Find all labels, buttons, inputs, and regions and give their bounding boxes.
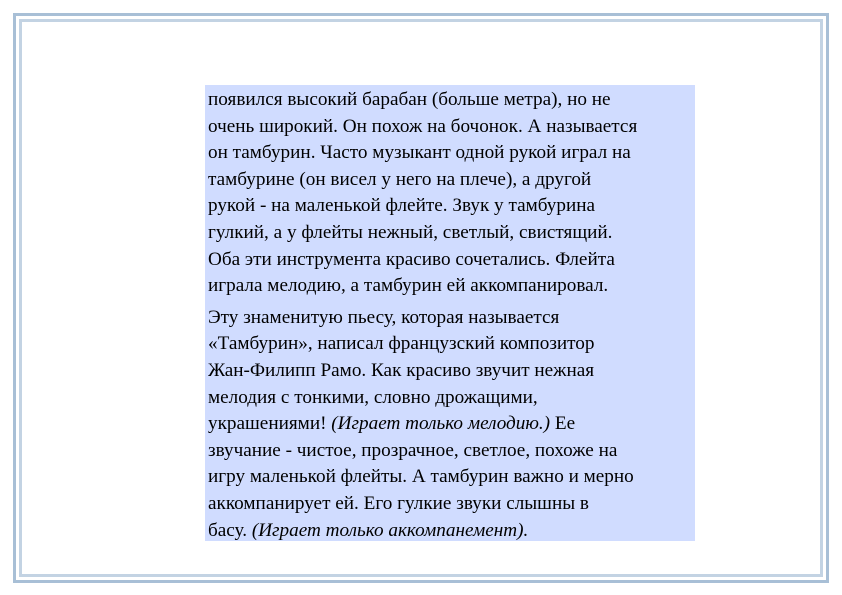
body-text: Жан-Филипп Рамо. Как красиво звучит нежная — [208, 359, 595, 381]
text-line — [208, 411, 692, 438]
text-line — [208, 464, 692, 491]
text-line — [208, 331, 692, 358]
body-text: аккомпанирует ей. Его гулкие звуки слышны в — [208, 492, 589, 514]
body-text: появился высокий барабан (больше метра), но не — [208, 89, 611, 110]
body-text: он тамбурин. Часто музыкант одной рукой играл на — [208, 142, 631, 164]
text-line — [208, 114, 692, 141]
body-text: звучание - чистое, прозрачное, светлое, похоже на — [208, 439, 618, 461]
body-text: очень широкий. Он похож на бочонок. А называется — [208, 115, 638, 137]
body-text: мелодия с тонкими, словно дрожащими, — [208, 386, 538, 408]
paragraph — [208, 87, 692, 300]
text-line — [208, 193, 692, 220]
body-text: Ее — [550, 413, 576, 435]
body-text: «Тамбурин», написал французский композитор — [208, 333, 595, 355]
text-line — [208, 247, 692, 274]
body-text: игру маленькой флейты. А тамбурин важно и мерно — [208, 466, 634, 488]
body-text: Эту знаменитую пьесу, которая называется — [208, 306, 560, 328]
body-text: гулкий, а у флейты нежный, светлый, свистящий. — [208, 221, 613, 243]
text-line — [208, 305, 692, 332]
text-line — [208, 87, 692, 114]
body-text: тамбурине (он висел у него на плече), а другой — [208, 168, 592, 190]
text-line — [208, 220, 692, 247]
stage-direction-text: (Играет только мелодию.) — [331, 413, 551, 435]
body-text: играла мелодию, а тамбурин ей аккомпанировал. — [208, 275, 609, 297]
stage-direction-text: (Играет только аккомпанемент). — [251, 519, 529, 541]
body-text: украшениями! — [208, 413, 332, 435]
text-line — [208, 385, 692, 412]
text-line — [208, 491, 692, 518]
text-block — [205, 85, 695, 541]
text-line — [208, 140, 692, 167]
paragraph — [208, 305, 692, 544]
text-line — [208, 358, 692, 385]
text-line — [208, 438, 692, 465]
text-line — [208, 273, 692, 300]
text-line — [208, 167, 692, 194]
body-text: Оба эти инструмента красиво сочетались. Флейта — [208, 248, 615, 270]
body-text: рукой - на маленькой флейте. Звук у тамбурина — [208, 195, 595, 217]
body-text: басу. — [208, 519, 252, 541]
text-line — [208, 518, 692, 545]
